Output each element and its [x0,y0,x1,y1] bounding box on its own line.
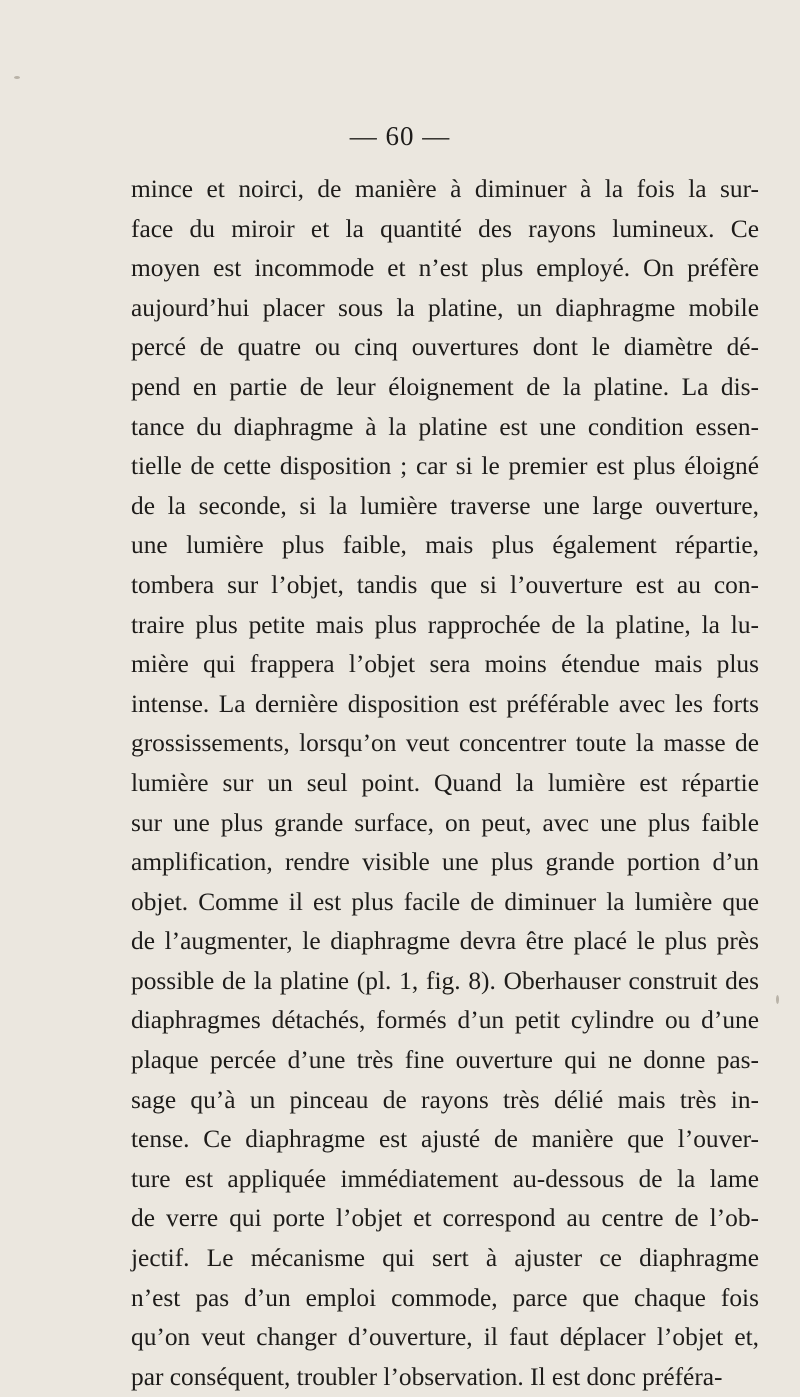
text-line: plaque percée d’une très fine ouverture qui ne donne pas- [131,1046,759,1075]
text-line: moyen est incommode et n’est plus employé. On préfère [131,254,759,283]
text-line: de la seconde, si la lumière traverse une large ouverture, [131,491,759,520]
text-line: pend en partie de leur éloignement de la platine. La dis- [131,372,759,401]
text-line: lumière sur un seul point. Quand la lumière est répartie [131,768,759,797]
text-line: ture est appliquée immédiatement au-dessous de la lame [131,1164,759,1193]
text-line: traire plus petite mais plus rapprochée de la platine, la lu- [131,610,759,639]
text-line: jectif. Le mécanisme qui sert à ajuster ce diaphragme [131,1244,759,1273]
paper-speck [776,995,779,1004]
text-line: qu’on veut changer d’ouverture, il faut déplacer l’objet et, [131,1323,759,1352]
text-line: mière qui frappera l’objet sera moins étendue mais plus [131,650,759,679]
body-paragraph [131,170,759,1397]
text-line: grossissements, lorsqu’on veut concentrer toute la masse de [131,729,759,758]
text-line: une lumière plus faible, mais plus également répartie, [131,531,759,560]
text-line: tance du diaphragme à la platine est une condition essen- [131,412,759,441]
text-line: intense. La dernière disposition est préférable avec les forts [131,689,759,718]
text-line: face du miroir et la quantité des rayons lumineux. Ce [131,214,759,243]
text-line: tielle de cette disposition ; car si le premier est plus éloigné [131,452,759,481]
text-line: par conséquent, troubler l’observation. Il est donc préféra- [131,1362,723,1391]
page-number: — 60 — [349,121,451,151]
text-line: tense. Ce diaphragme est ajusté de manière que l’ouver- [131,1125,759,1154]
text-line: de verre qui porte l’objet et correspond au centre de l’ob- [131,1204,759,1233]
paper-speck [14,76,20,79]
text-line: mince et noirci, de manière à diminuer à la fois la sur- [131,175,759,203]
text-line: sur une plus grande surface, on peut, avec une plus faible [131,808,759,837]
text-line: amplification, rendre visible une plus grande portion d’un [131,848,759,877]
text-line: tombera sur l’objet, tandis que si l’ouverture est au con- [131,570,759,599]
text-line: possible de la platine (pl. 1, fig. 8). Oberhauser construit des [131,966,759,995]
text-line: n’est pas d’un emploi commode, parce que chaque fois [131,1283,759,1312]
text-line: diaphragmes détachés, formés d’un petit cylindre ou d’une [131,1006,759,1035]
text-line: de l’augmenter, le diaphragme devra être placé le plus près [131,927,759,956]
text-line: percé de quatre ou cinq ouvertures dont le diamètre dé- [131,333,759,362]
text-line: sage qu’à un pinceau de rayons très délié mais très in- [131,1085,759,1114]
text-line: aujourd’hui placer sous la platine, un diaphragme mobile [131,293,759,322]
text-line: objet. Comme il est plus facile de diminuer la lumière que [131,887,759,916]
